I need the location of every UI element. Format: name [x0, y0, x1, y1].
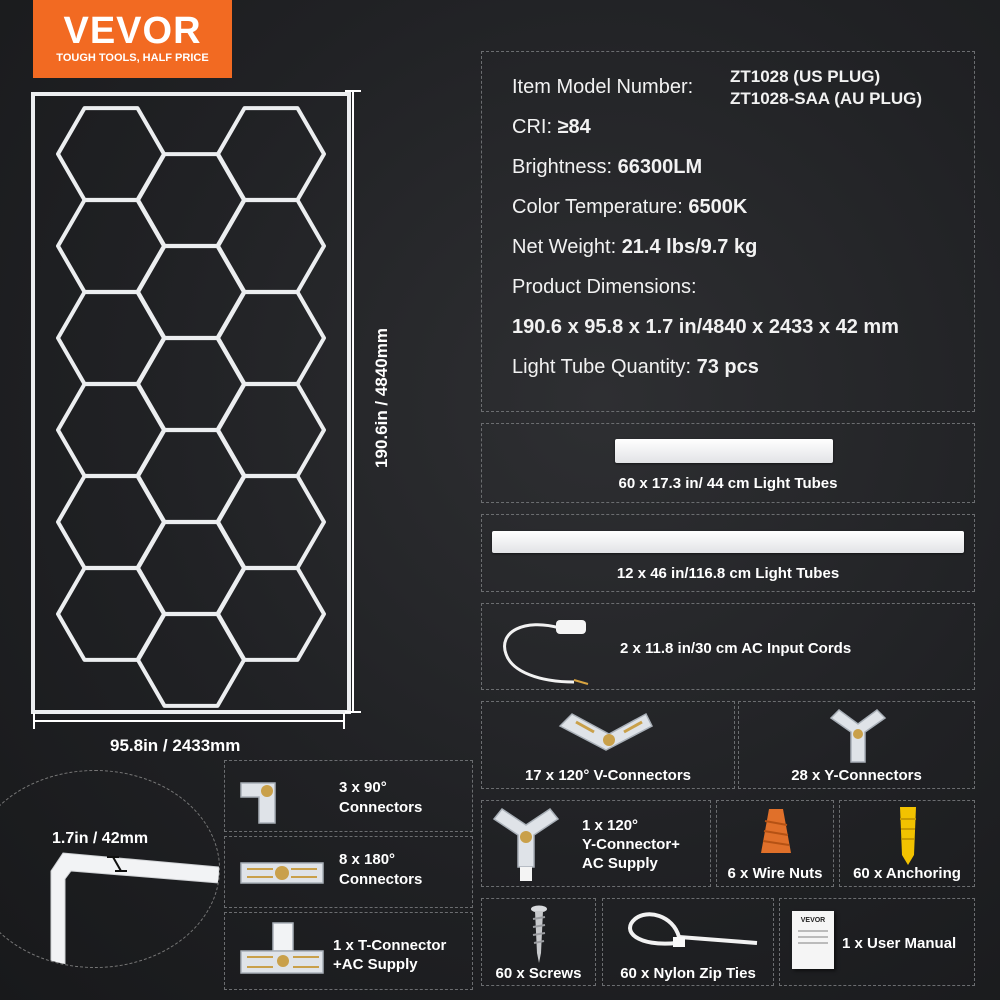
- y-ac-connector-card: [481, 800, 711, 887]
- brightness-label: Brightness:: [512, 156, 613, 178]
- deg180-connector-icon: [239, 853, 325, 893]
- height-tick-top: [345, 90, 361, 92]
- short-tubes-label: 60 x 17.3 in/ 44 cm Light Tubes: [618, 475, 838, 492]
- wire-nut-icon: [759, 807, 793, 859]
- tube-qty-label: Light Tube Quantity:: [512, 356, 692, 378]
- model-au: ZT1028-SAA (AU PLUG): [730, 89, 923, 108]
- cri-value: ≥84: [557, 116, 591, 138]
- y-connectors-label: 28 x Y-Connectors: [791, 767, 922, 784]
- weight-row: [512, 236, 757, 259]
- brand-name: VEVOR: [63, 10, 202, 52]
- model-us: ZT1028 (US PLUG): [730, 67, 881, 86]
- height-dimension-line: [352, 90, 354, 713]
- y-connectors-card: [738, 701, 975, 789]
- ac-cords-card: [481, 603, 975, 690]
- anchoring-card: [839, 800, 975, 887]
- manual-label: 1 x User Manual: [842, 935, 957, 952]
- long-tubes-label: 12 x 46 in/116.8 cm Light Tubes: [616, 565, 840, 582]
- v-connectors-card: [481, 701, 735, 789]
- specs-panel: [481, 51, 975, 412]
- model-label: Item Model Number:: [512, 76, 694, 98]
- v-connector-icon: [554, 708, 664, 762]
- cri-row: [512, 116, 591, 139]
- deg180-connectors-card: [224, 836, 473, 908]
- ac-cords-label: 2 x 11.8 in/30 cm AC Input Cords: [620, 640, 852, 657]
- tube-detail-circle: [0, 770, 220, 968]
- width-label: 95.8in / 2433mm: [110, 736, 241, 755]
- screws-card: [481, 898, 596, 986]
- manual-cover-brand: VEVOR: [800, 917, 826, 924]
- zip-ties-label: 60 x Nylon Zip Ties: [620, 965, 756, 982]
- height-tick-bottom: [345, 711, 361, 713]
- long-tubes-card: [481, 514, 975, 592]
- manual-card: [779, 898, 975, 986]
- screws-label: 60 x Screws: [495, 965, 582, 982]
- width-tick-left: [33, 713, 35, 729]
- deg90-line1: 3 x 90°: [339, 779, 387, 796]
- zip-tie-icon: [617, 907, 767, 955]
- color-temp-row: [512, 196, 747, 219]
- width-tick-right: [343, 713, 345, 729]
- deg180-line1: 8 x 180°: [339, 851, 396, 868]
- cri-label: CRI:: [512, 116, 552, 138]
- dimensions-value: 190.6 x 95.8 x 1.7 in/4840 x 2433 x 42 mm: [512, 316, 899, 338]
- brightness-row: [512, 156, 702, 179]
- brand-logo: [33, 0, 232, 78]
- height-label: 190.6in / 4840mm: [372, 328, 391, 468]
- deg90-connector-icon: [237, 769, 303, 825]
- wire-nuts-label: 6 x Wire Nuts: [727, 865, 823, 882]
- y-ac-line3: AC Supply: [582, 855, 658, 872]
- t-line1: 1 x T-Connector: [333, 937, 447, 954]
- brand-tagline: TOUGH TOOLS, HALF PRICE: [56, 52, 209, 64]
- short-tube-icon: [615, 439, 833, 463]
- tube-qty-value: 73 pcs: [696, 356, 759, 378]
- y-ac-line1: 1 x 120°: [582, 817, 639, 834]
- color-temp-value: 6500K: [688, 196, 748, 218]
- brightness-value: 66300LM: [617, 156, 703, 178]
- model-number-row: [512, 76, 693, 99]
- dimensions-label: Product Dimensions:: [512, 276, 697, 298]
- zip-ties-card: [602, 898, 774, 986]
- long-tube-icon: [492, 531, 964, 553]
- anchoring-label: 60 x Anchoring: [853, 865, 961, 882]
- y-ac-line2: Y-Connector+: [582, 836, 680, 853]
- deg90-line2: Connectors: [339, 799, 423, 816]
- color-temp-label: Color Temperature:: [512, 196, 683, 218]
- y-connector-icon: [827, 708, 889, 766]
- deg180-line2: Connectors: [339, 871, 423, 888]
- t-line2: +AC Supply: [333, 956, 418, 973]
- weight-label: Net Weight:: [512, 236, 617, 258]
- screw-icon: [530, 905, 548, 965]
- wire-nuts-card: [716, 800, 834, 887]
- manual-icon: [792, 911, 834, 969]
- width-dimension-line: [34, 720, 344, 722]
- anchor-icon: [896, 805, 920, 867]
- deg90-connectors-card: [224, 760, 473, 832]
- tube-qty-row: [512, 356, 759, 379]
- tube-thickness-label: 1.7in / 42mm: [52, 830, 149, 847]
- model-values: [730, 66, 922, 110]
- hexagon-grid-image: [25, 88, 375, 728]
- weight-value: 21.4 lbs/9.7 kg: [621, 236, 758, 258]
- y-ac-connector-icon: [490, 807, 562, 883]
- t-connector-card: [224, 912, 473, 990]
- tube-profile-icon: [0, 771, 219, 967]
- t-connector-icon: [239, 921, 325, 983]
- short-tubes-card: [481, 423, 975, 503]
- v-connectors-label: 17 x 120° V-Connectors: [524, 767, 692, 784]
- ac-cord-icon: [494, 612, 594, 686]
